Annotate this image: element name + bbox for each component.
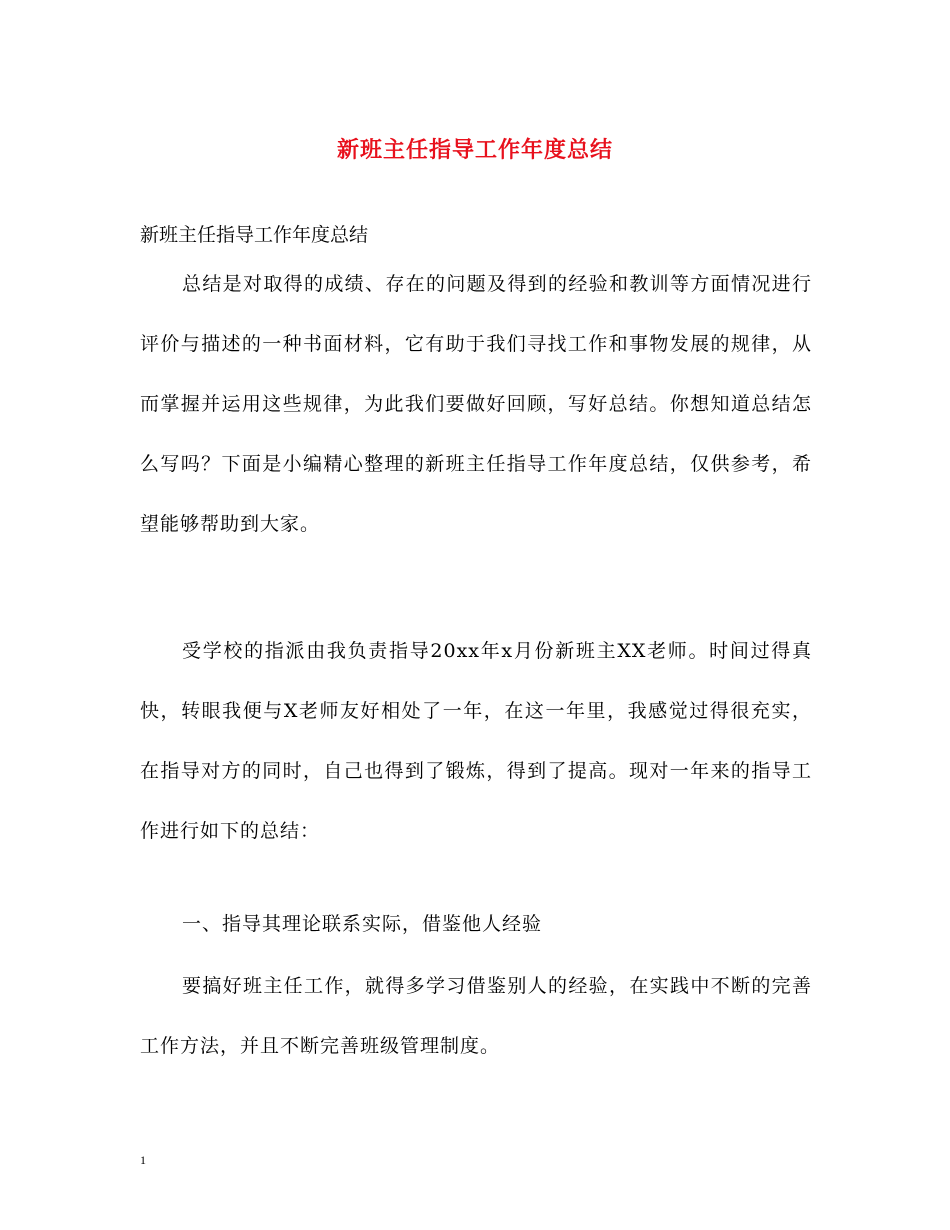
assignment-paragraph: 受学校的指派由我负责指导20xx年x月份新班主XX老师。时间过得真快，转眼我便与X老师友好相处了一年，在这一年里，我感觉过得很充实，在指导对方的同时，自己也得到了锻炼，得到了提高。现对一年来的指导工作进行如下的总结： — [140, 640, 812, 842]
section-1-paragraph: 要搞好班主任工作，就得多学习借鉴别人的经验，在实践中不断的完善工作方法，并且不断完善班级管理制度。 — [140, 975, 812, 1057]
page-number: 1 — [140, 1153, 146, 1167]
document-heading: 新班主任指导工作年度总结 — [140, 224, 369, 246]
intro-paragraph: 总结是对取得的成绩、存在的问题及得到的经验和教训等方面情况进行评价与描述的一种书面材料，它有助于我们寻找工作和事物发展的规律，从而掌握并运用这些规律，为此我们要做好回顾，写好总结。你想知道总结怎么写吗？下面是小编精心整理的新班主任指导工作年度总结，仅供参考，希望能够帮助到大家。 — [140, 273, 812, 535]
section-heading-1: 一、指导其理论联系实际，借鉴他人经验 — [182, 913, 543, 935]
document-title: 新班主任指导工作年度总结 — [336, 137, 613, 163]
